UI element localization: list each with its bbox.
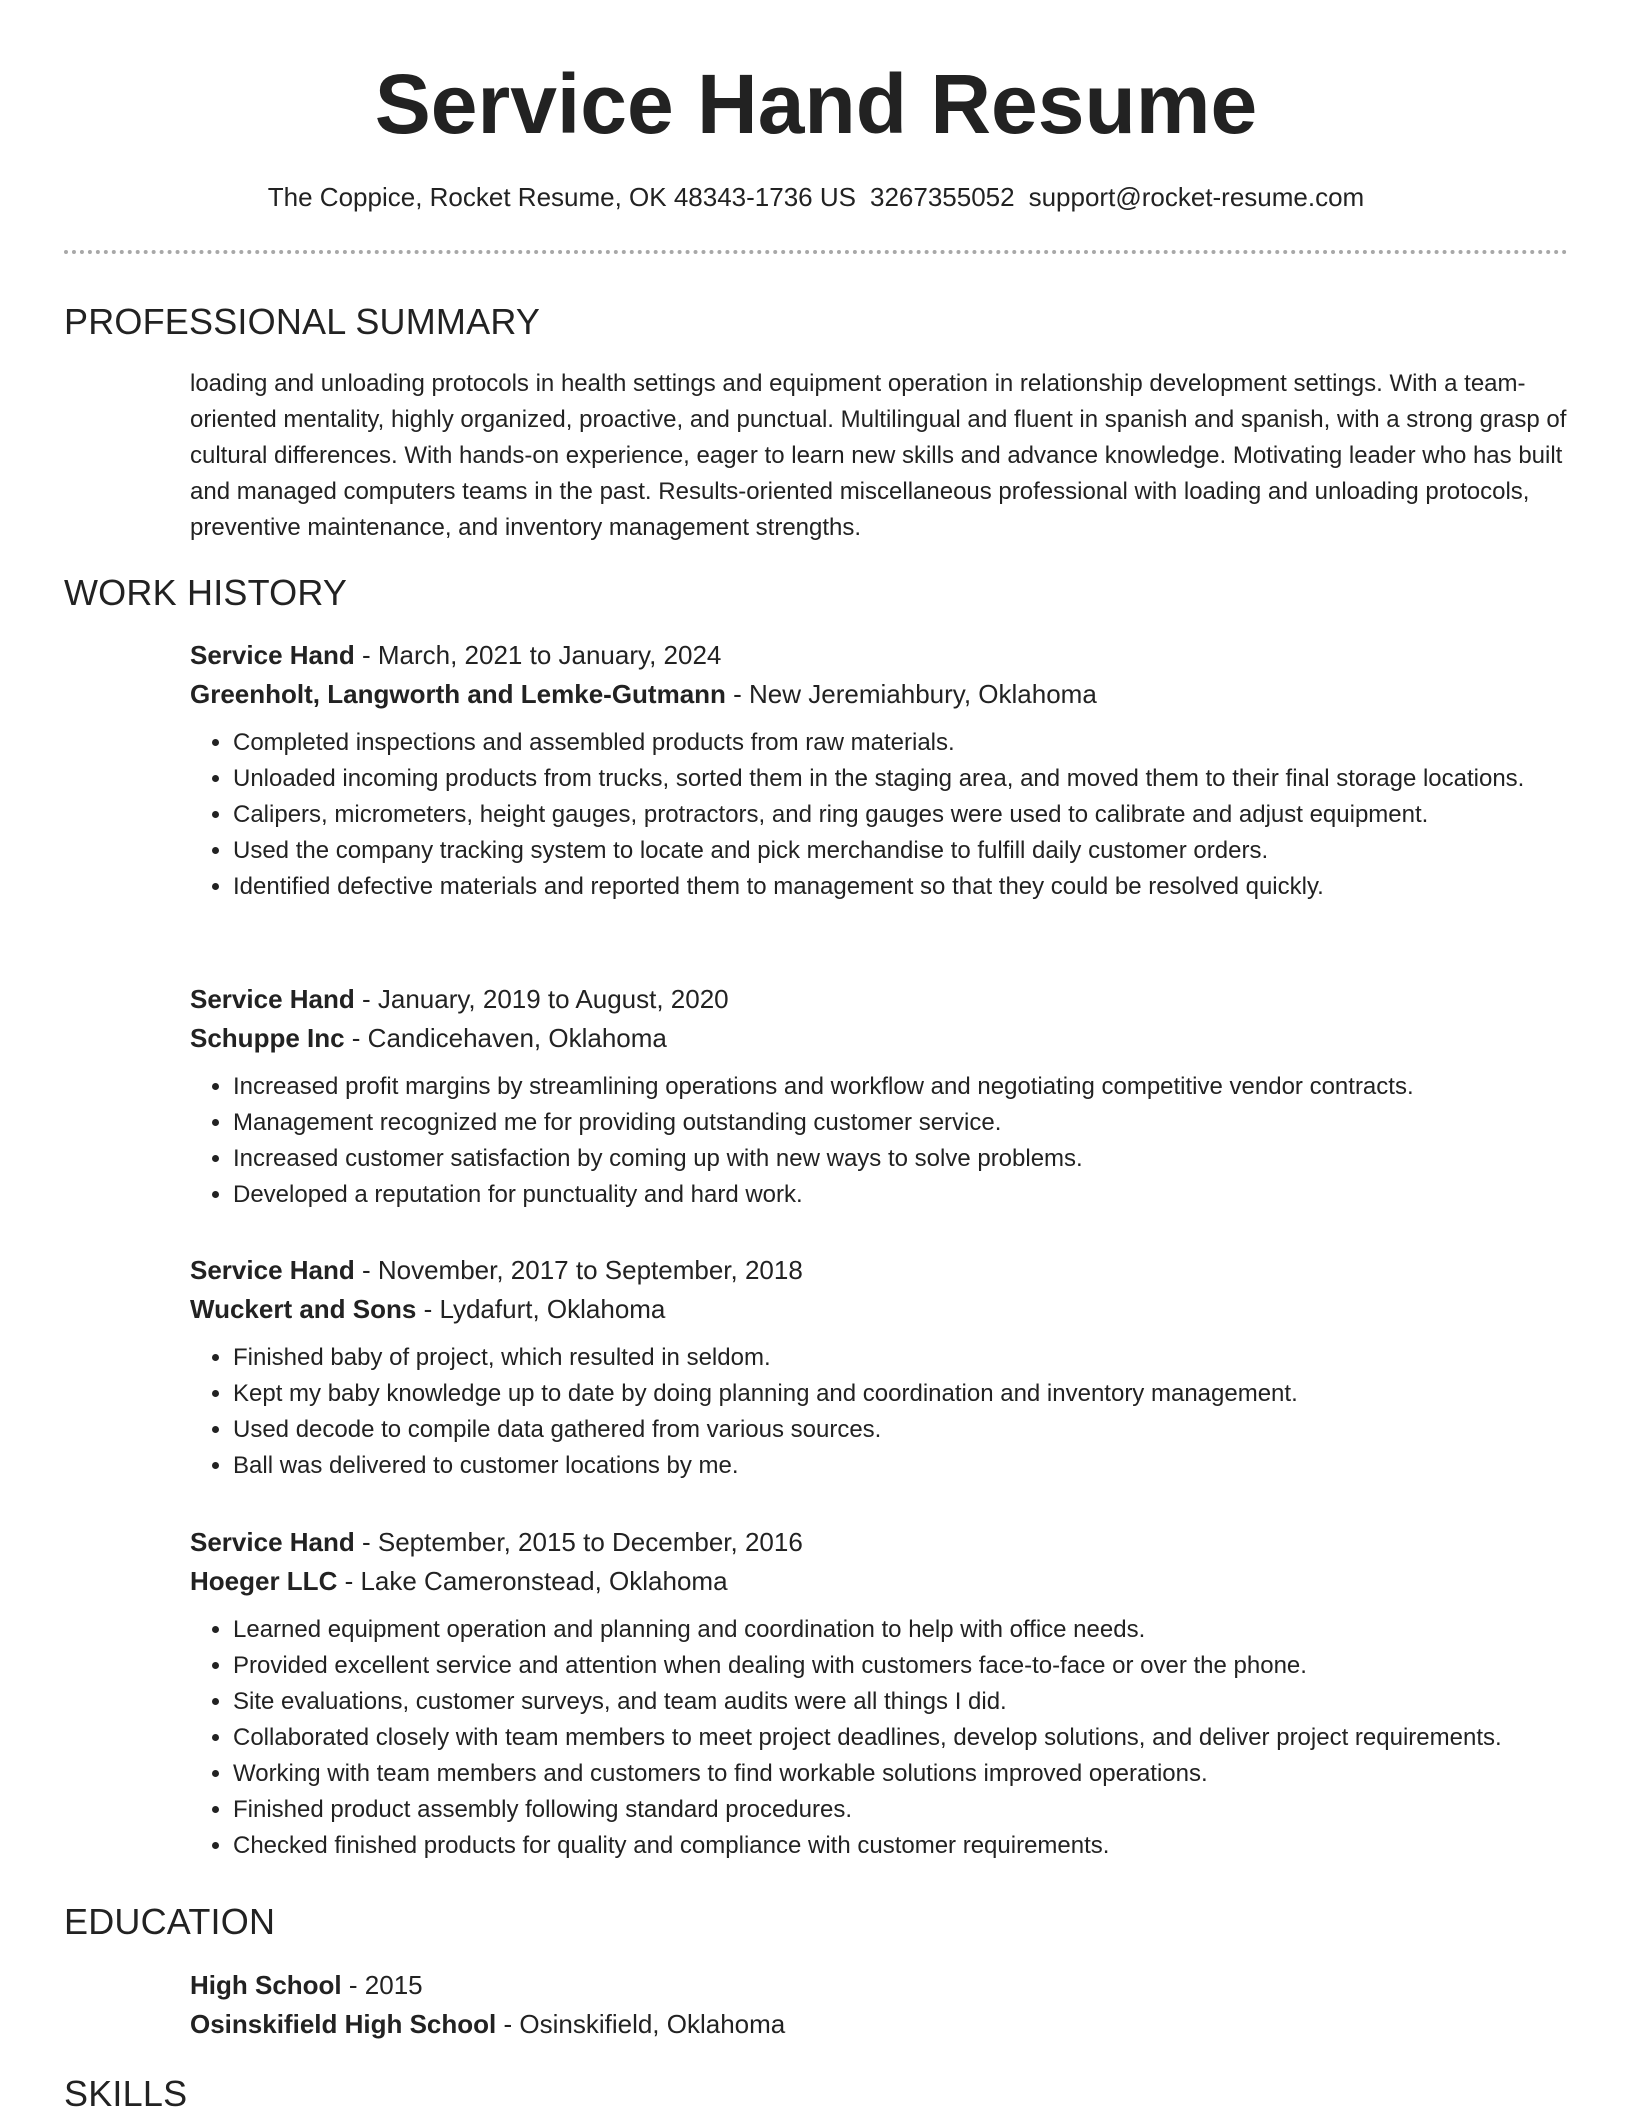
job-location: - Lake Cameronstead, Oklahoma	[337, 1566, 728, 1596]
job-entry	[190, 1251, 1570, 1484]
education-year: - 2015	[341, 1970, 423, 2000]
job-bullets	[190, 725, 1570, 905]
list-item: • Developed a reputation for punctuality and hard work.	[233, 1177, 1570, 1213]
job-company: Wuckert and Sons	[190, 1294, 417, 1324]
list-item: • Increased customer satisfaction by coming up with new ways to solve problems.	[233, 1141, 1570, 1177]
list-item: • Learned equipment operation and planning and coordination to help with office needs.	[233, 1612, 1570, 1648]
contact-address: The Coppice, Rocket Resume, OK 48343-1736 US	[267, 182, 856, 212]
job-company-line	[190, 1562, 1570, 1601]
job-company: Schuppe Inc	[190, 1023, 345, 1053]
job-title: Service Hand	[190, 640, 355, 670]
resume-title: Service Hand Resume	[374, 57, 1258, 151]
section-title-summary: PROFESSIONAL SUMMARY	[64, 301, 541, 342]
section-title-skills: SKILLS	[64, 2073, 188, 2114]
job-location: - New Jeremiahbury, Oklahoma	[725, 679, 1097, 709]
job-dates: - January, 2019 to August, 2020	[354, 984, 729, 1014]
summary-text: loading and unloading protocols in health settings and equipment operation in relationship development settings. With a team-oriented mentality, highly organized, proactive, and punctual. Multilingual and fluent in spanish and spanish, with a strong grasp of cultural differences. With hands-on experience, eager to learn new skills and advance knowledge. Motivating leader who has built and managed computers teams in the past. Results-oriented miscellaneous professional with loading and unloading protocols, preventive maintenance, and inventory management strengths.	[190, 370, 1567, 541]
education-degree: High School	[190, 1970, 342, 2000]
education-school-line	[190, 2005, 1570, 2044]
job-dates: - November, 2017 to September, 2018	[354, 1255, 803, 1285]
education-entry	[190, 1966, 1570, 2044]
job-company-line	[190, 1290, 1570, 1329]
job-bullets	[190, 1340, 1570, 1484]
education-school: Osinskifield High School	[190, 2009, 497, 2039]
list-item: • Provided excellent service and attention when dealing with customers face-to-face or over the phone.	[233, 1648, 1570, 1684]
contact-line	[0, 180, 1632, 214]
contact-email: support@rocket-resume.com	[1028, 182, 1365, 212]
list-item: • Finished product assembly following standard procedures.	[233, 1792, 1570, 1828]
job-title-line	[190, 980, 1570, 1019]
job-location: - Lydafurt, Oklahoma	[416, 1294, 666, 1324]
job-bullets	[190, 1612, 1570, 1864]
job-location: - Candicehaven, Oklahoma	[344, 1023, 667, 1053]
education-degree-line	[190, 1966, 1570, 2005]
list-item: • Completed inspections and assembled products from raw materials.	[233, 725, 1570, 761]
job-title: Service Hand	[190, 1527, 355, 1557]
list-item: • Used decode to compile data gathered from various sources.	[233, 1412, 1570, 1448]
list-item: • Ball was delivered to customer locations by me.	[233, 1448, 1570, 1484]
list-item: • Working with team members and customers to find workable solutions improved operations.	[233, 1756, 1570, 1792]
job-company: Hoeger LLC	[190, 1566, 338, 1596]
job-entry	[190, 636, 1570, 905]
job-entry	[190, 980, 1570, 1213]
list-item: • Unloaded incoming products from trucks, sorted them in the staging area, and moved them to their final storage locations.	[233, 761, 1570, 797]
list-item: • Collaborated closely with team members to meet project deadlines, develop solutions, and deliver project requirements.	[233, 1720, 1570, 1756]
header-divider	[64, 250, 1568, 254]
job-company: Greenholt, Langworth and Lemke-Gutmann	[190, 679, 726, 709]
job-dates: - September, 2015 to December, 2016	[354, 1527, 803, 1557]
list-item: • Kept my baby knowledge up to date by doing planning and coordination and inventory management.	[233, 1376, 1570, 1412]
list-item: • Finished baby of project, which resulted in seldom.	[233, 1340, 1570, 1376]
job-company-line	[190, 675, 1570, 714]
job-company-line	[190, 1019, 1570, 1058]
job-dates: - March, 2021 to January, 2024	[354, 640, 722, 670]
list-item: • Site evaluations, customer surveys, and team audits were all things I did.	[233, 1684, 1570, 1720]
list-item: • Checked finished products for quality and compliance with customer requirements.	[233, 1828, 1570, 1864]
job-entry	[190, 1523, 1570, 1864]
job-title-line	[190, 636, 1570, 675]
job-title-line	[190, 1523, 1570, 1562]
list-item: • Calipers, micrometers, height gauges, protractors, and ring gauges were used to calibrate and adjust equipment.	[233, 797, 1570, 833]
section-title-work: WORK HISTORY	[64, 572, 348, 613]
job-title: Service Hand	[190, 984, 355, 1014]
contact-phone: 3267355052	[869, 182, 1015, 212]
job-bullets	[190, 1069, 1570, 1213]
list-item: • Identified defective materials and reported them to management so that they could be resolved quickly.	[233, 869, 1570, 905]
list-item: • Increased profit margins by streamlining operations and workflow and negotiating competitive vendor contracts.	[233, 1069, 1570, 1105]
section-title-education: EDUCATION	[64, 1901, 276, 1942]
list-item: • Management recognized me for providing outstanding customer service.	[233, 1105, 1570, 1141]
job-title: Service Hand	[190, 1255, 355, 1285]
job-title-line	[190, 1251, 1570, 1290]
list-item: • Used the company tracking system to locate and pick merchandise to fulfill daily customer orders.	[233, 833, 1570, 869]
education-location: - Osinskifield, Oklahoma	[496, 2009, 786, 2039]
